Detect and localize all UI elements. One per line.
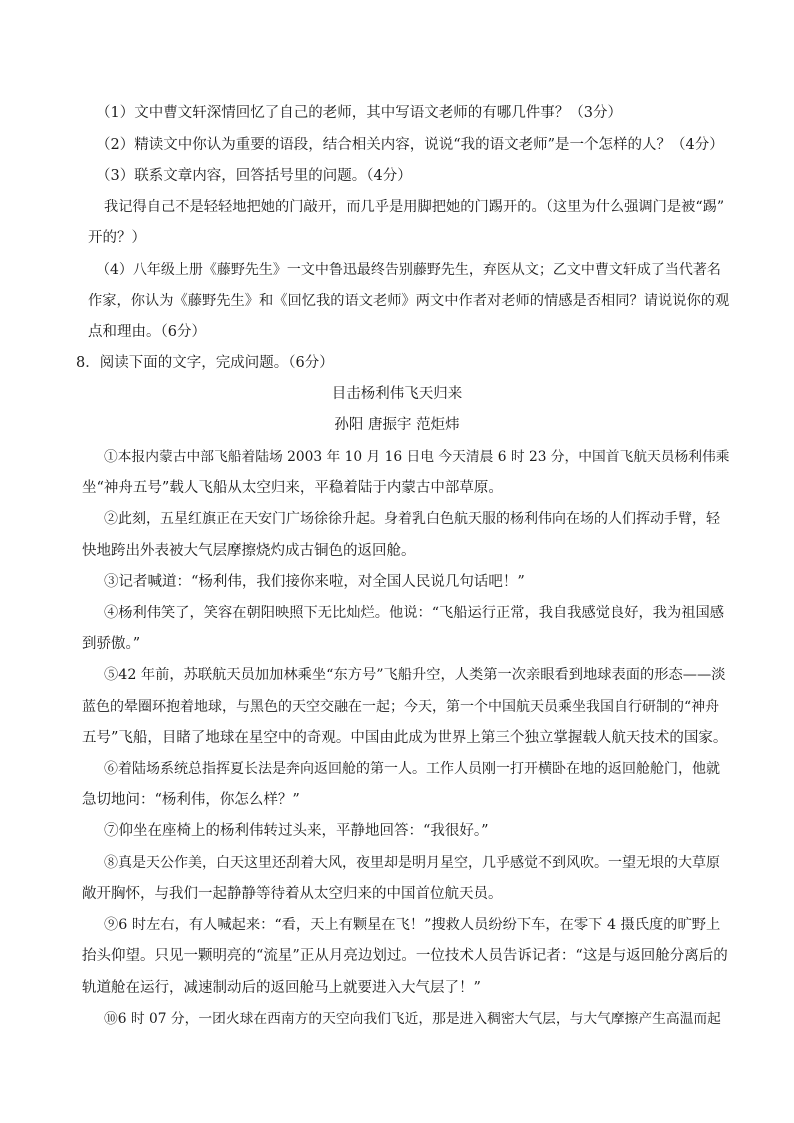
question-4-continued: 作家，你认为《藤野先生》和《回忆我的语文老师》两文中作者对老师的情感是否相同？请说说你的观 <box>88 293 730 309</box>
article-paragraph: ④杨利伟笑了，笑容在朝阳映照下无比灿烂。他说：“飞船运行正常，我自我感觉良好，我为祖国感 <box>104 605 725 621</box>
question-3: （3）联系文章内容，回答括号里的问题。（4分） <box>96 168 412 184</box>
article-paragraph: ①本报内蒙古中部飞船着陆场 2003 年 10 月 16 日电 今天清晨 6 时 23 分，中国首飞航天员杨利伟乘 <box>104 449 730 465</box>
article-paragraph: ⑥着陆场系统总指挥夏长法是奔向返回舱的第一人。工作人员刚一打开横卧在地的返回舱舱门，他就 <box>104 761 720 777</box>
section-8-heading: 8．阅读下面的文字，完成问题。（6分） <box>76 355 334 371</box>
article-paragraph: 抬头仰望。只见一颗明亮的“流星”正从月亮边划过。一位技术人员告诉记者：“这是与返回舱分离后的 <box>82 948 728 964</box>
question-4-continued: 点和理由。（6分） <box>88 324 206 340</box>
article-paragraph: ②此刻，五星红旗正在天安门广场徐徐升起。身着乳白色航天服的杨利伟向在场的人们挥动手臂，轻 <box>104 511 720 527</box>
question-2: （2）精读文中你认为重要的语段，结合相关内容，说说“我的语文老师”是一个怎样的人？（4分） <box>96 137 724 153</box>
article-paragraph: 到骄傲。” <box>82 636 141 652</box>
question-1: （1）文中曹文轩深情回忆了自己的老师，其中写语文老师的有哪几件事？（3分） <box>96 105 622 121</box>
article-paragraph: ⑤42 年前，苏联航天员加加林乘坐“东方号”飞船升空，人类第一次亲眼看到地球表面的形态——淡 <box>104 667 726 683</box>
article-paragraph: 快地跨出外表被大气层摩擦烧灼成古铜色的返回舱。 <box>82 543 416 559</box>
article-paragraph: 五号”飞船，目睹了地球在星空中的奇观。中国由此成为世界上第三个独立掌握载人航天技术的国家。 <box>82 730 728 746</box>
question-3-quote: 我记得自己不是轻轻地把她的门敲开，而几乎是用脚把她的门踢开的。（这里为什么强调门是被“踢” <box>104 199 725 215</box>
article-paragraph: ⑩6 时 07 分，一团火球在西南方的天空向我们飞近，那是进入稠密大气层，与大气摩擦产生高温而起 <box>104 1011 721 1027</box>
article-paragraph: 轨道舱在运行，减速制动后的返回舱马上就要进入大气层了！” <box>82 980 481 996</box>
article-paragraph: ⑧真是天公作美，白天这里还刮着大风，夜里却是明月星空，几乎感觉不到风吹。一望无垠的大草原 <box>104 855 720 871</box>
article-paragraph: 急切地问：“杨利伟，你怎么样？” <box>82 792 300 808</box>
question-4: （4）八年级上册《藤野先生》一文中鲁迅最终告别藤野先生，弃医从文；乙文中曹文轩成了当代著名 <box>96 262 721 278</box>
article-paragraph: 蓝色的晕圈环抱着地球，与黑色的天空交融在一起；今天，第一个中国航天员乘坐我国自行研制的“神舟 <box>82 699 720 715</box>
article-paragraph: 敞开胸怀，与我们一起静静等待着从太空归来的中国首位航天员。 <box>82 886 503 902</box>
article-paragraph: 坐“神舟五号”载人飞船从太空归来，平稳着陆于内蒙古中部草原。 <box>82 480 503 496</box>
article-paragraph: ⑦仰坐在座椅上的杨利伟转过头来，平静地回答：“我很好。” <box>104 823 489 839</box>
article-paragraph: ③记者喊道：“杨利伟，我们接你来啦，对全国人民说几句话吧！” <box>104 574 525 590</box>
article-paragraph: ⑨6 时左右，有人喊起来：“看，天上有颗星在飞！”搜救人员纷纷下车，在零下 4 摄氏度的旷野上 <box>104 917 721 933</box>
article-authors: 孙阳 唐振宇 范炬炜 <box>334 417 460 433</box>
question-3-quote-continued: 开的？） <box>88 230 146 246</box>
article-title: 目击杨利伟飞天归来 <box>331 386 463 402</box>
